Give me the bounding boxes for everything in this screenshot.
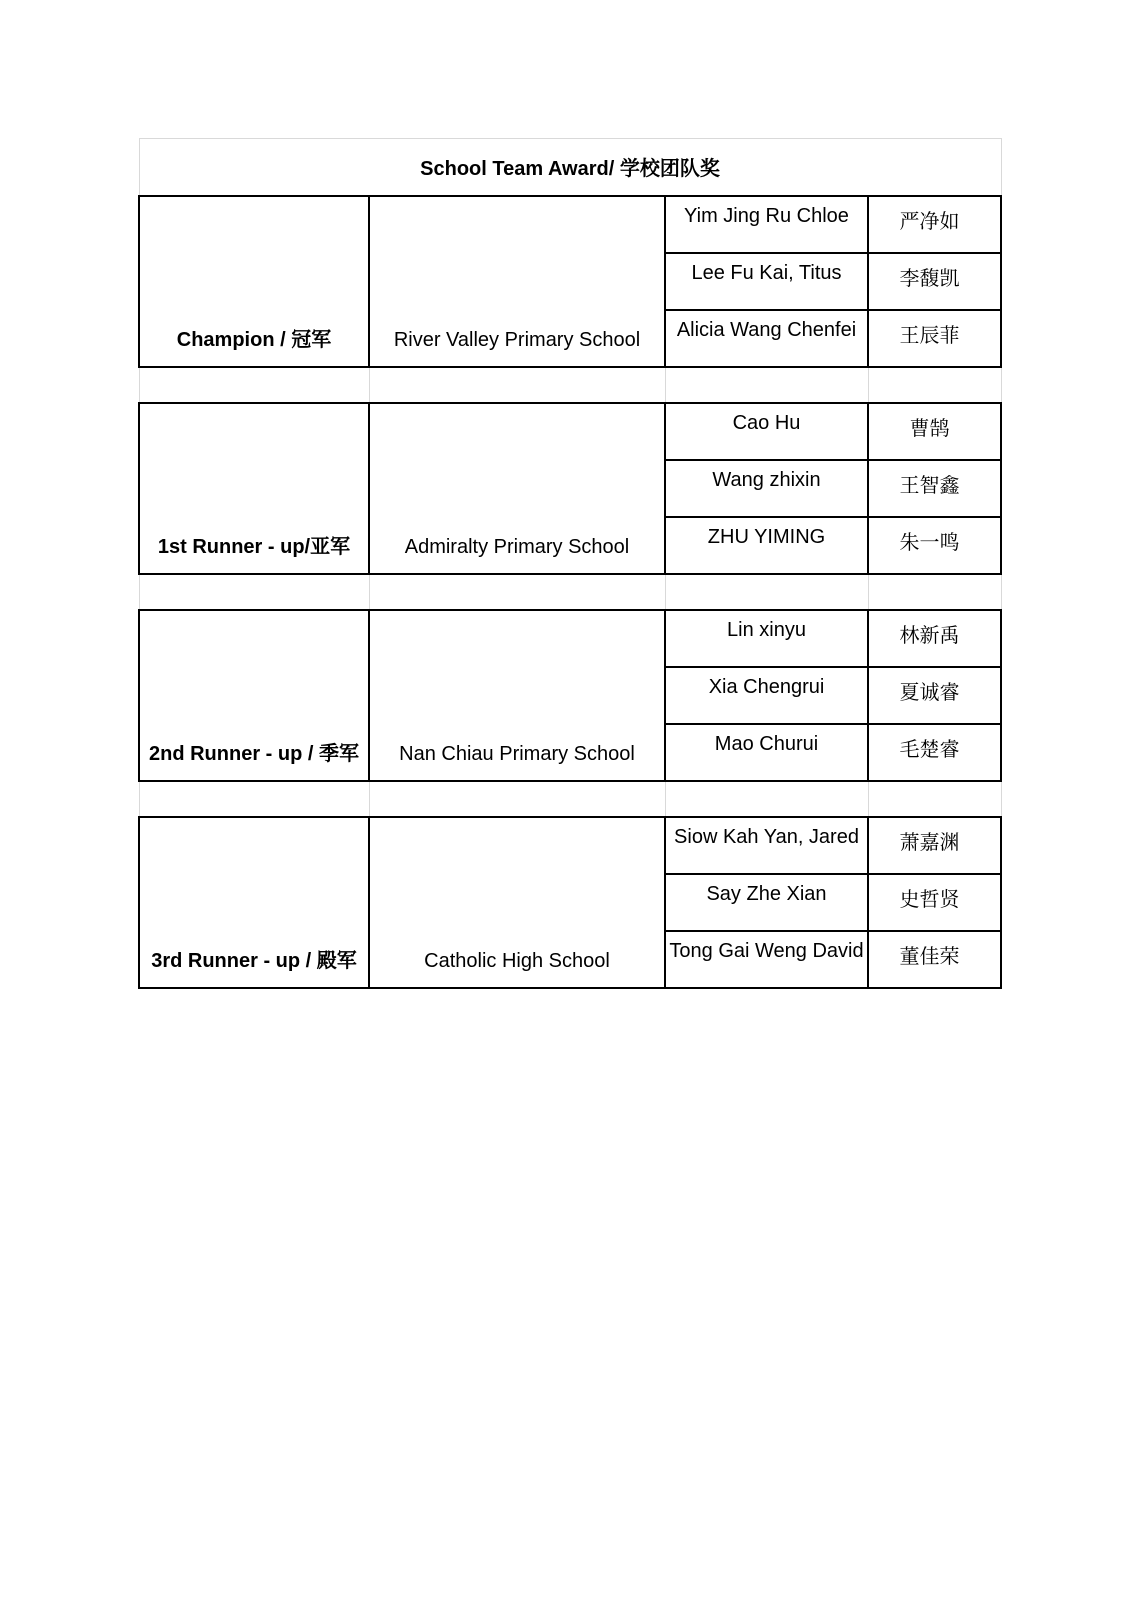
member-name-zh: 萧嘉渊 xyxy=(868,817,1001,874)
rank-label: Champion / 冠军 xyxy=(139,196,369,367)
spacer-cell xyxy=(369,781,665,817)
spacer-row xyxy=(139,574,1001,610)
award-row-1st-runner-up xyxy=(139,403,1001,460)
spacer-cell xyxy=(369,367,665,403)
member-name-en: Lee Fu Kai, Titus xyxy=(665,253,868,310)
member-name-en: Tong Gai Weng David xyxy=(665,931,868,988)
school-name: Nan Chiau Primary School xyxy=(369,610,665,781)
table-title: School Team Award/ 学校团队奖 xyxy=(139,139,1001,196)
member-name-zh: 董佳荣 xyxy=(868,931,1001,988)
member-name-en: Wang zhixin xyxy=(665,460,868,517)
spacer-cell xyxy=(665,781,868,817)
spacer-cell xyxy=(665,367,868,403)
school-team-award-table xyxy=(138,138,1002,989)
member-name-en: Cao Hu xyxy=(665,403,868,460)
member-name-zh: 严净如 xyxy=(868,196,1001,253)
member-name-en: Mao Churui xyxy=(665,724,868,781)
rank-label: 2nd Runner - up / 季军 xyxy=(139,610,369,781)
member-name-en: ZHU YIMING xyxy=(665,517,868,574)
spacer-cell xyxy=(665,574,868,610)
spacer-cell xyxy=(139,781,369,817)
title-row xyxy=(139,139,1001,196)
member-name-en: Yim Jing Ru Chloe xyxy=(665,196,868,253)
member-name-zh: 夏诚睿 xyxy=(868,667,1001,724)
member-name-zh: 朱一鸣 xyxy=(868,517,1001,574)
spacer-row xyxy=(139,781,1001,817)
member-name-zh: 曹鹄 xyxy=(868,403,1001,460)
spacer-cell xyxy=(139,367,369,403)
spacer-cell xyxy=(139,574,369,610)
spacer-row xyxy=(139,367,1001,403)
member-name-zh: 林新禹 xyxy=(868,610,1001,667)
member-name-zh: 李馥凯 xyxy=(868,253,1001,310)
spacer-cell xyxy=(868,367,1001,403)
spacer-cell xyxy=(369,574,665,610)
member-name-zh: 王辰菲 xyxy=(868,310,1001,367)
member-name-en: Say Zhe Xian xyxy=(665,874,868,931)
spacer-cell xyxy=(868,781,1001,817)
spacer-cell xyxy=(868,574,1001,610)
member-name-en: Lin xinyu xyxy=(665,610,868,667)
award-row-champion xyxy=(139,196,1001,253)
award-row-2nd-runner-up xyxy=(139,610,1001,667)
member-name-en: Xia Chengrui xyxy=(665,667,868,724)
award-row-3rd-runner-up xyxy=(139,817,1001,874)
rank-label: 3rd Runner - up / 殿军 xyxy=(139,817,369,988)
school-name: Catholic High School xyxy=(369,817,665,988)
rank-label: 1st Runner - up/亚军 xyxy=(139,403,369,574)
member-name-zh: 王智鑫 xyxy=(868,460,1001,517)
member-name-zh: 史哲贤 xyxy=(868,874,1001,931)
member-name-en: Siow Kah Yan, Jared xyxy=(665,817,868,874)
school-name: Admiralty Primary School xyxy=(369,403,665,574)
member-name-en: Alicia Wang Chenfei xyxy=(665,310,868,367)
school-name: River Valley Primary School xyxy=(369,196,665,367)
member-name-zh: 毛楚睿 xyxy=(868,724,1001,781)
